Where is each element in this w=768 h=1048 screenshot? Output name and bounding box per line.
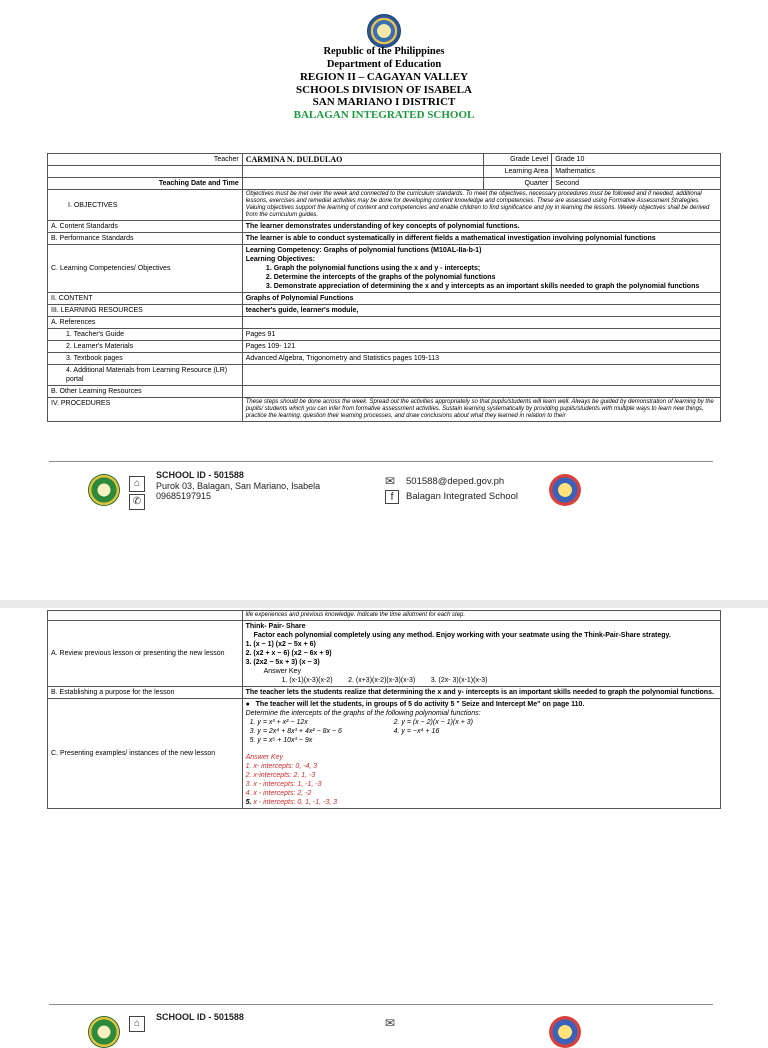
deped-seal-logo <box>367 14 401 48</box>
content-value: Graphs of Polynomial Functions <box>242 293 720 305</box>
globe-icon: ⌂ <box>129 476 145 492</box>
references-label: A. References <box>48 317 243 329</box>
teacher-name: CARMINA N. DULDULAO <box>242 154 484 166</box>
footer-facebook[interactable]: Balagan Integrated School <box>406 491 518 502</box>
lr-portal-label: 4. Additional Materials from Learning Resource (LR) portal <box>48 365 243 386</box>
procedures-note: These steps should be done across the week. Spread out the activities appropriately so that pupils/students will learn well. Always be guided by demonstration of learning by the pupils/ students which you can infer from formative assessment activities. Sustain learning systematically by providing pupils/students with multiple ways to learn new things, practice the learning, question their learning processes, and draw conclusions about what they learned in relation to their <box>242 398 720 422</box>
procedures-label: IV. PROCEDURES <box>48 398 243 422</box>
footer-email[interactable]: 501588@deped.gov.ph <box>406 476 505 487</box>
examples-key-item: 2. x-intercepts: 2, 1, -3 <box>245 772 316 779</box>
letterhead-district: SAN MARIANO I DISTRICT <box>312 96 456 108</box>
competencies-value <box>242 245 720 293</box>
footer-contact-2 <box>156 1012 244 1023</box>
content-standards-value: The learner demonstrates understanding of key concepts of polynomial functions. <box>242 221 720 233</box>
resources-value: teacher's guide, learner's module, <box>242 305 720 317</box>
examples-key-label: Answer Key <box>245 754 283 761</box>
example-function: 4. y = −x⁴ + 16 <box>393 728 440 735</box>
learners-materials-value: Pages 109- 121 <box>242 341 720 353</box>
examples-bullet-text: The teacher will let the students, in groups of 5 do activity 5 " Seize and Intercept Me" on page 110. <box>255 701 585 708</box>
quarter-value: Second <box>552 178 721 190</box>
letterhead-school: BALAGAN INTEGRATED SCHOOL <box>293 108 475 121</box>
textbook-label: 3. Textbook pages <box>48 353 243 365</box>
textbook-value: Advanced Algebra, Trigonometry and Statistics pages 109-113 <box>242 353 720 365</box>
footer-phone: 09685197915 <box>156 491 212 501</box>
examples-content <box>242 699 720 809</box>
examples-key-item <box>246 798 717 807</box>
examples-label: C. Presenting examples/ instances of the new lesson <box>48 699 243 809</box>
letterhead-line2: Department of Education <box>326 58 442 70</box>
lesson-plan-table <box>47 153 721 422</box>
grade-value: Grade 10 <box>552 154 721 166</box>
examples-key-text: x - intercepts: 0, 1, -1, -3, 3 <box>251 799 338 806</box>
objective-item: 3. Demonstrate appreciation of determining the x and y intercepts as an important skills needed to graph the polynomial functions <box>274 282 717 291</box>
performance-standards-value: The learner is able to conduct systematically in different fields a mathematical investigation involving polynomial functions <box>242 233 720 245</box>
email-icon: ✉ <box>385 474 396 488</box>
area-value: Mathematics <box>552 166 721 178</box>
page-gap <box>0 600 768 608</box>
review-item: 2. (x2 + x − 6) (x2 − 6x + 9) <box>245 650 332 657</box>
bullet-icon: ● <box>245 701 256 708</box>
examples-row <box>246 718 717 727</box>
example-function: 3. y = 2x⁴ + 8x³ + 4x² − 8x − 6 <box>249 728 342 735</box>
review-item: 3. (2x2 − 5x + 3) (x − 3) <box>245 659 320 666</box>
teachers-guide-label: 1. Teacher's Guide <box>48 329 243 341</box>
examples-row <box>246 727 717 736</box>
objectives-label: I. OBJECTIVES <box>48 190 243 221</box>
footer-school-id: SCHOOL ID - 501588 <box>156 470 244 480</box>
examples-key-item: 1. x- intercepts: 0, -4, 3 <box>245 763 318 770</box>
example-function: 5. y = x⁵ + 10x³ − 9x <box>249 737 313 744</box>
date-label: Teaching Date and Time <box>48 178 243 190</box>
footer-divider <box>49 461 713 462</box>
review-label: A. Review previous lesson or presenting the new lesson <box>48 621 243 687</box>
phone-icon: ✆ <box>129 494 145 510</box>
footer-school-id-2: SCHOOL ID - 501588 <box>156 1012 244 1022</box>
email-icon-2: ✉ <box>385 1016 396 1030</box>
area-label: Learning Area <box>484 166 552 178</box>
competency-line: Learning Competency: Graphs of polynomial functions (M10AL-IIa-b-1) <box>245 247 482 254</box>
district-seal-logo-2 <box>549 1016 581 1048</box>
footer-address: Purok 03, Balagan, San Mariano, Isabela <box>156 480 321 491</box>
grade-label: Grade Level <box>484 154 552 166</box>
objectives-note: Objectives must be met over the week and connected to the curriculum standards. To meet the objectives, necessary procedures must be followed and if needed, additional lessons, exercises and remedial activities may be done for developing content knowledge and competencies. These are assessed using Formative Assessment Strategies. Valuing objectives support the learning of content and competencies and enable children to find significance and joy in learning the lessons. Weekly objectives shall be derived from the curriculum guides. <box>242 190 720 221</box>
purpose-value: The teacher lets the students realize that determining the x and y- intercepts is an important skills needed to graph the polynomial functions. <box>242 687 720 699</box>
competencies-label: C. Learning Competencies/ Objectives <box>48 245 243 293</box>
objectives-list <box>246 264 717 291</box>
letterhead-line1: Republic of the Philippines <box>323 46 445 57</box>
examples-key-item: 4. x - intercepts: 2, -2 <box>245 790 312 797</box>
performance-standards-label: B. Performance Standards <box>48 233 243 245</box>
school-seal-logo-2 <box>88 1016 120 1048</box>
purpose-label: B. Establishing a purpose for the lesson <box>48 687 243 699</box>
examples-key-item: 3. x - intercepts: 1, -1, -3 <box>245 781 322 788</box>
footer-divider-2 <box>49 1004 713 1005</box>
examples-bullet <box>246 700 717 709</box>
examples-key-num: 5. <box>245 799 252 806</box>
globe-icon-2: ⌂ <box>129 1016 145 1032</box>
quarter-label: Quarter <box>484 178 552 190</box>
content-standards-label: A. Content Standards <box>48 221 243 233</box>
district-seal-logo <box>549 474 581 506</box>
teacher-label: Teacher <box>48 154 243 166</box>
facebook-icon: f <box>385 490 399 504</box>
footer-contact <box>156 470 320 502</box>
review-title: Think- Pair- Share <box>245 623 306 630</box>
other-resources-label: B. Other Learning Resources <box>48 386 243 398</box>
review-instruction: Factor each polynomial completely using any method. Enjoy working with your seatmate using the Think-Pair-Share strategy. <box>253 632 671 639</box>
review-key-label: Answer Key <box>263 668 301 675</box>
example-function: 2. y = (x − 2)(x − 1)(x + 3) <box>393 719 473 726</box>
review-key: 1. (x-1)(x-3)(x-2) 2. (x+3)(x-2)(x-3)(x-3) 3. (2x- 3)(x-1)(x-3) <box>281 677 488 684</box>
resources-label: III. LEARNING RESOURCES <box>48 305 243 317</box>
learners-materials-label: 2. Learner's Materials <box>48 341 243 353</box>
teachers-guide-value: Pages 91 <box>242 329 720 341</box>
letterhead-division: SCHOOLS DIVISION OF ISABELA <box>296 83 472 96</box>
example-function: 1. y = x³ + x² − 12x <box>249 719 308 726</box>
content-label: II. CONTENT <box>48 293 243 305</box>
procedures-note-continued: life experiences and previous knowledge. Indicate the time allotment for each step. <box>242 611 720 621</box>
school-seal-logo <box>88 474 120 506</box>
review-content <box>242 621 720 687</box>
objectives-heading: Learning Objectives: <box>245 256 315 263</box>
review-item: 1. (x − 1) (x2 − 5x + 6) <box>245 641 316 648</box>
letterhead <box>0 46 768 121</box>
objective-item: 2. Determine the intercepts of the graphs of the polynomial functions <box>274 273 717 282</box>
objective-item: 1. Graph the polynomial functions using the x and y - intercepts; <box>274 264 717 273</box>
examples-instruction: Determine the intercepts of the graphs of the following polynomial functions: <box>245 710 481 717</box>
procedures-table <box>47 610 721 809</box>
letterhead-region: REGION II – CAGAYAN VALLEY <box>299 71 469 83</box>
